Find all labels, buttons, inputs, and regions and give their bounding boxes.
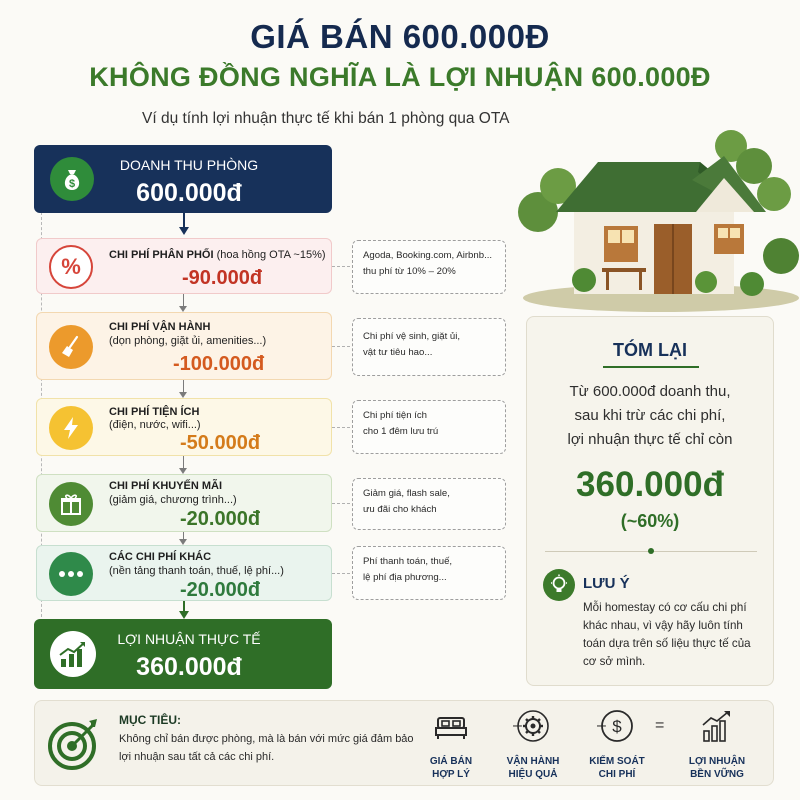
cost-title: CHI PHÍ PHÂN PHỐI (hoa hồng OTA ~15%) bbox=[109, 249, 326, 261]
note-connector bbox=[332, 266, 350, 267]
operator: = bbox=[655, 717, 665, 734]
note-connector bbox=[332, 427, 350, 428]
cost-card-promotion bbox=[36, 474, 332, 532]
bed-icon bbox=[434, 709, 468, 743]
goal-text: Không chỉ bán được phòng, mà là bán với mức giá đảm bảo lợi nhuận sau tất cả các chi phí. bbox=[119, 733, 414, 763]
goal-step bbox=[677, 709, 757, 781]
title-line1: GIÁ BÁN 600.000Đ bbox=[250, 18, 550, 55]
note-line: Chi phí vệ sinh, giặt ủi, bbox=[363, 331, 461, 342]
cost-card-other bbox=[36, 545, 332, 601]
lightbulb-icon bbox=[543, 569, 575, 601]
arrow-down bbox=[183, 380, 184, 396]
note-line: cho 1 đêm lưu trú bbox=[363, 425, 439, 437]
cost-detail: (dọn phòng, giặt ủi, amenities...) bbox=[109, 335, 267, 347]
note-box bbox=[352, 400, 506, 454]
cost-detail: (điện, nước, wifi...) bbox=[109, 419, 201, 431]
goal-step bbox=[493, 709, 573, 781]
goal-panel bbox=[34, 700, 774, 786]
arrow-down bbox=[183, 294, 184, 310]
profit-label: LỢI NHUẬN THỰC TẾ bbox=[117, 631, 261, 647]
cost-value: -50.000đ bbox=[180, 432, 261, 454]
note-line: lệ phí địa phương... bbox=[363, 571, 447, 583]
arrow-down bbox=[183, 601, 185, 617]
ellipsis-icon bbox=[49, 552, 93, 596]
dollar-icon bbox=[600, 709, 634, 743]
summary-line: lợi nhuận thực tế chỉ còn bbox=[567, 431, 733, 448]
revenue-box bbox=[34, 145, 332, 213]
cost-card-operations bbox=[36, 312, 332, 380]
arrow-down bbox=[183, 456, 184, 472]
arrow-down bbox=[183, 213, 185, 233]
operator: – bbox=[513, 717, 522, 734]
summary-title: TÓM LẠI bbox=[613, 340, 687, 360]
profit-box bbox=[34, 619, 332, 689]
cost-title: CHI PHÍ TIỆN ÍCH bbox=[109, 406, 200, 418]
svg-text:$: $ bbox=[68, 178, 76, 190]
summary-percent: (~60%) bbox=[620, 511, 680, 531]
summary-card bbox=[526, 316, 774, 686]
cost-value: -90.000đ bbox=[182, 267, 263, 289]
note-line: Agoda, Booking.com, Airbnb... bbox=[363, 250, 493, 261]
goal-step bbox=[577, 709, 657, 781]
step-label: VẬN HÀNH HIỆU QUẢ bbox=[506, 756, 560, 780]
revenue-value: 600.000đ bbox=[136, 179, 242, 207]
goal-title: MỤC TIÊU: bbox=[119, 713, 181, 727]
note-line: Phí thanh toán, thuế, bbox=[363, 556, 453, 567]
note-line: vật tư tiêu hao... bbox=[363, 346, 433, 358]
cost-card-utilities bbox=[36, 398, 332, 456]
homestay-house-illustration bbox=[516, 116, 800, 312]
summary-line: sau khi trừ các chi phí, bbox=[574, 407, 726, 424]
divider-dot bbox=[648, 548, 654, 554]
cost-detail: (nền tảng thanh toán, thuế, lệ phí...) bbox=[109, 565, 284, 577]
cost-value: -20.000đ bbox=[180, 579, 261, 601]
cost-detail: (giảm giá, chương trình...) bbox=[109, 494, 237, 506]
cost-title: CHI PHÍ KHUYẾN MÃI bbox=[109, 480, 223, 492]
target-icon bbox=[45, 715, 103, 773]
subtitle: Ví dụ tính lợi nhuận thực tế khi bán 1 phòng qua OTA bbox=[142, 110, 510, 127]
note-line: Giảm giá, flash sale, bbox=[363, 488, 450, 499]
revenue-label: DOANH THU PHÒNG bbox=[119, 157, 259, 173]
growth-bars-icon bbox=[700, 709, 734, 743]
title-line2: KHÔNG ĐỒNG NGHĨA LÀ LỢI NHUẬN 600.000Đ bbox=[89, 62, 711, 92]
note-box bbox=[352, 318, 506, 376]
step-label: GIÁ BÁN HỢP LÝ bbox=[429, 756, 473, 780]
note-text: Mỗi homestay có cơ cấu chi phí khác nhau, vì vậy hãy luôn tính toán dựa trên số liệu thực tế của cơ sở mình. bbox=[583, 601, 751, 668]
profit-value: 360.000đ bbox=[136, 653, 242, 681]
note-connector bbox=[332, 346, 350, 347]
summary-profit-value: 360.000đ bbox=[576, 465, 724, 504]
svg-text:$: $ bbox=[612, 717, 622, 736]
note-line: Chi phí tiện ích bbox=[363, 410, 427, 421]
summary-line: Từ 600.000đ doanh thu, bbox=[569, 383, 731, 400]
percent-icon: % bbox=[49, 245, 93, 289]
gear-icon bbox=[516, 709, 550, 743]
note-box bbox=[352, 478, 506, 530]
goal-step bbox=[411, 709, 491, 781]
arrow-down bbox=[183, 532, 184, 543]
broom-icon bbox=[49, 325, 93, 369]
gift-icon bbox=[49, 482, 93, 526]
cost-card-distribution bbox=[36, 238, 332, 294]
note-connector bbox=[332, 503, 350, 504]
summary-underline bbox=[603, 366, 699, 368]
cost-value: -20.000đ bbox=[180, 508, 261, 530]
cost-value: -100.000đ bbox=[173, 353, 265, 375]
cost-title: CÁC CHI PHÍ KHÁC bbox=[109, 551, 212, 563]
note-line: ưu đãi cho khách bbox=[363, 503, 437, 515]
note-box bbox=[352, 240, 506, 294]
note-title: LƯU Ý bbox=[583, 575, 630, 592]
step-label: KIỂM SOÁT CHI PHÍ bbox=[589, 756, 645, 780]
note-line: thu phí từ 10% – 20% bbox=[363, 265, 456, 277]
note-box bbox=[352, 546, 506, 600]
cost-title: CHI PHÍ VẬN HÀNH bbox=[109, 321, 211, 333]
operator: – bbox=[597, 717, 606, 734]
lightning-icon bbox=[49, 406, 93, 450]
step-label: LỢI NHUẬN BỀN VỮNG bbox=[688, 756, 746, 780]
note-connector bbox=[332, 573, 350, 574]
